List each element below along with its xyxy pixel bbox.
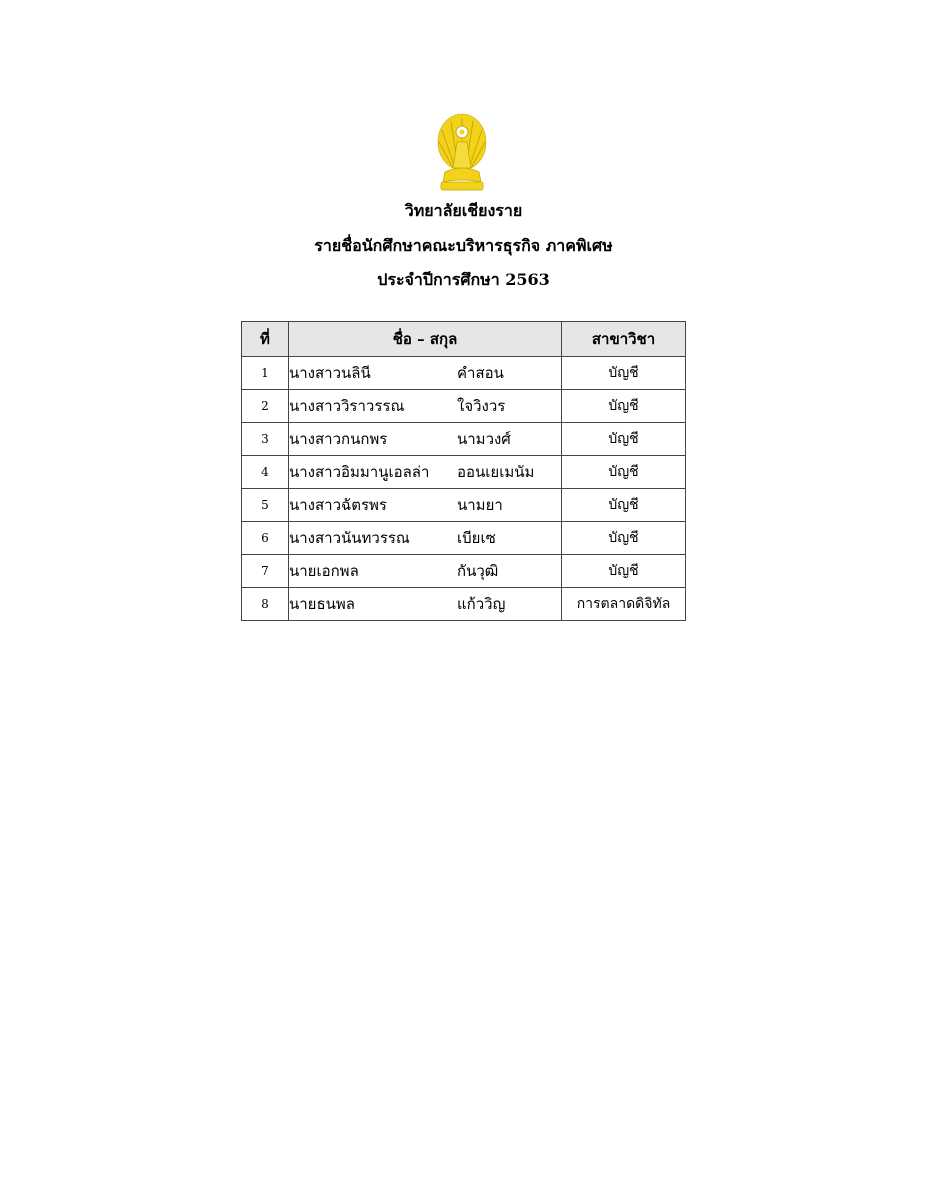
row-number: 3 bbox=[242, 423, 289, 456]
table-header-row bbox=[242, 322, 686, 357]
last-name: กันวุฒิ bbox=[457, 562, 499, 580]
first-name: นางสาวนลินี bbox=[289, 364, 371, 382]
institution-name: วิทยาลัยเชียงราย bbox=[404, 201, 523, 220]
student-name bbox=[289, 555, 562, 588]
table-row bbox=[242, 423, 686, 456]
last-name: นามวงศ์ bbox=[457, 430, 511, 448]
first-name: นางสาวอิมมานูเอลล่า bbox=[289, 463, 430, 481]
table-row bbox=[242, 456, 686, 489]
major: การตลาดดิจิทัล bbox=[562, 588, 686, 621]
table-row bbox=[242, 555, 686, 588]
first-name: นายธนพล bbox=[289, 595, 355, 613]
student-name bbox=[289, 357, 562, 390]
major: บัญชี bbox=[562, 357, 686, 390]
student-name bbox=[289, 489, 562, 522]
table-row bbox=[242, 588, 686, 621]
header-major: สาขาวิชา bbox=[562, 322, 686, 357]
major: บัญชี bbox=[562, 555, 686, 588]
table-row bbox=[242, 357, 686, 390]
row-number: 1 bbox=[242, 357, 289, 390]
row-number: 8 bbox=[242, 588, 289, 621]
first-name: นางสาวฉัตรพร bbox=[289, 496, 387, 514]
last-name: ออนเยเมนัม bbox=[457, 463, 535, 481]
row-number: 2 bbox=[242, 390, 289, 423]
major: บัญชี bbox=[562, 390, 686, 423]
student-name bbox=[289, 456, 562, 489]
university-emblem-icon bbox=[433, 112, 491, 192]
last-name: นามยา bbox=[457, 496, 503, 514]
student-table bbox=[241, 321, 686, 621]
academic-year: ประจำปีการศึกษา 2563 bbox=[377, 270, 550, 289]
student-name bbox=[289, 390, 562, 423]
last-name: เบียเซ bbox=[457, 529, 496, 547]
last-name: คำสอน bbox=[457, 364, 504, 382]
table-row bbox=[242, 390, 686, 423]
table-row bbox=[242, 522, 686, 555]
student-name bbox=[289, 423, 562, 456]
first-name: นางสาววิราวรรณ bbox=[289, 397, 405, 415]
first-name: นางสาวกนกพร bbox=[289, 430, 388, 448]
document-title: รายชื่อนักศึกษาคณะบริหารธุรกิจ ภาคพิเศษ bbox=[314, 236, 613, 255]
last-name: ใจวิงวร bbox=[457, 397, 506, 415]
major: บัญชี bbox=[562, 489, 686, 522]
student-name bbox=[289, 588, 562, 621]
major: บัญชี bbox=[562, 522, 686, 555]
row-number: 7 bbox=[242, 555, 289, 588]
last-name: แก้ววิญ bbox=[457, 595, 506, 613]
student-name bbox=[289, 522, 562, 555]
first-name: นางสาวนันทวรรณ bbox=[289, 529, 410, 547]
first-name: นายเอกพล bbox=[289, 562, 359, 580]
major: บัญชี bbox=[562, 456, 686, 489]
header-no: ที่ bbox=[242, 322, 289, 357]
row-number: 4 bbox=[242, 456, 289, 489]
row-number: 5 bbox=[242, 489, 289, 522]
major: บัญชี bbox=[562, 423, 686, 456]
row-number: 6 bbox=[242, 522, 289, 555]
header-name: ชื่อ – สกุล bbox=[289, 322, 562, 357]
table-row bbox=[242, 489, 686, 522]
